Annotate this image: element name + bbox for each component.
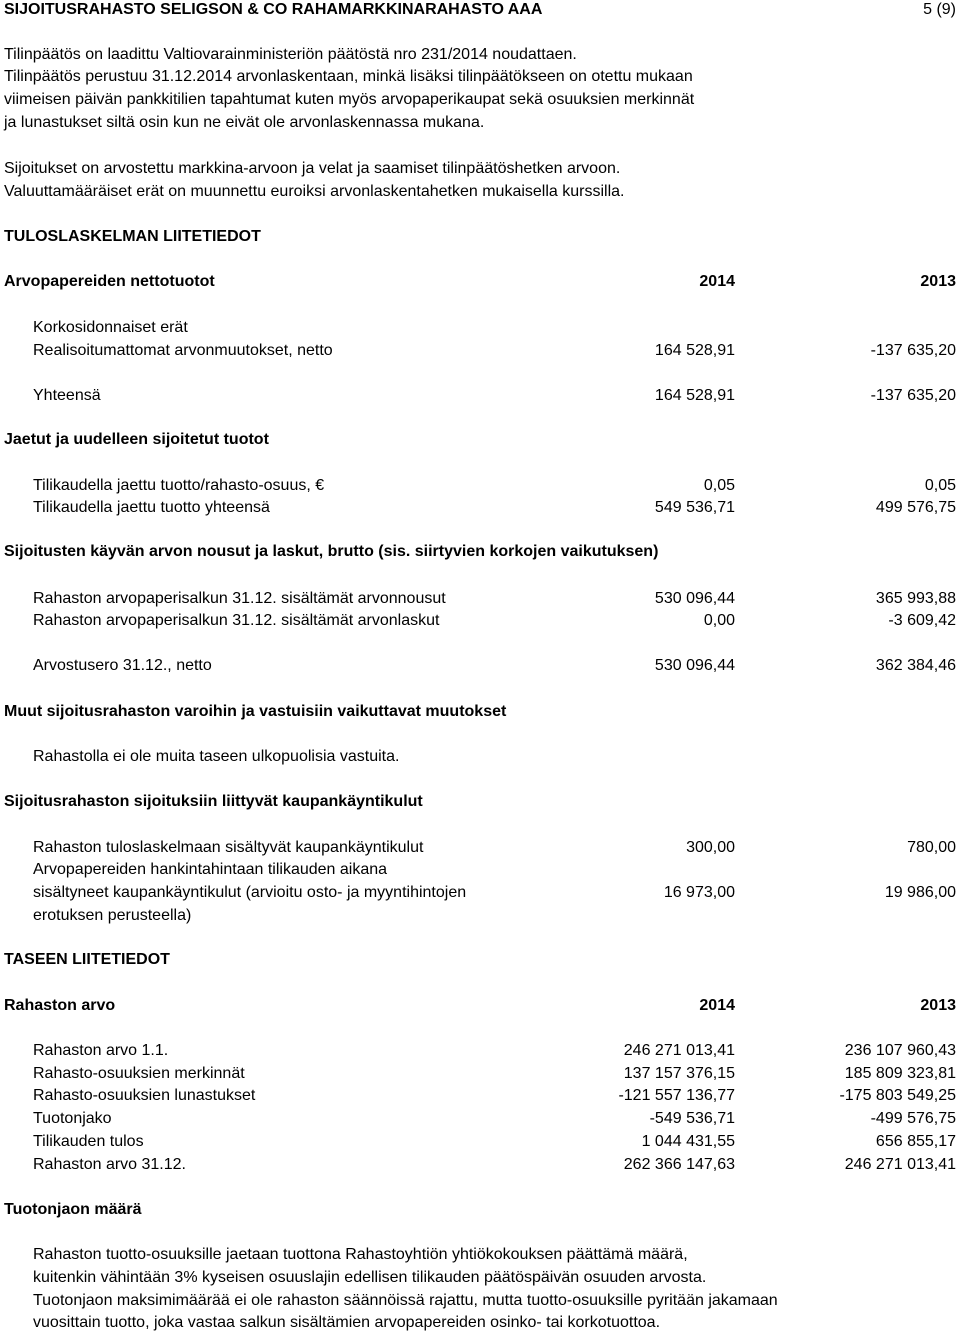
row-label: Rahaston arvo 31.12. xyxy=(33,1156,186,1173)
page-number: 5 (9) xyxy=(923,1,956,18)
table-row xyxy=(0,838,960,858)
subheading: Korkosidonnaiset erät xyxy=(33,319,188,336)
row-value-2014: 549 536,71 xyxy=(654,499,735,516)
table-row xyxy=(0,1132,960,1152)
table-row xyxy=(0,1155,960,1175)
year-2014: 2014 xyxy=(699,273,735,290)
row-value-2013: 780,00 xyxy=(907,839,956,856)
tuotonjako-heading: Tuotonjaon määrä xyxy=(4,1201,142,1218)
row-value-2014: 137 157 376,15 xyxy=(623,1065,735,1082)
table-row xyxy=(0,589,960,609)
table-row-total xyxy=(0,656,960,676)
row-label: sisältyneet kaupankäyntikulut (arvioitu osto- ja myyntihintojen xyxy=(33,884,467,901)
intro-line: ja lunastukset siltä osin kun ne eivät ole arvonlaskennassa mukana. xyxy=(4,114,485,131)
row-value-2014: 164 528,91 xyxy=(654,387,735,404)
row-value-2014: 246 271 013,41 xyxy=(623,1042,735,1059)
tuotonjako-text: kuitenkin vähintään 3% kyseisen osuuslajin edellisen tilikauden päätöspäivän osuuden arvosta. xyxy=(33,1269,707,1286)
row-label: Rahaston arvopaperisalkun 31.12. sisältämät arvonlaskut xyxy=(33,612,440,629)
section-title-tuloslaskelma: TULOSLASKELMAN LIITETIEDOT xyxy=(4,228,261,245)
table-row-total xyxy=(0,386,960,406)
intro-line: Sijoitukset on arvostettu markkina-arvoon ja velat ja saamiset tilinpäätöshetken arvoon. xyxy=(4,160,621,177)
muut-text: Rahastolla ei ole muita taseen ulkopuolisia vastuita. xyxy=(33,748,400,765)
row-value-2013: 656 855,17 xyxy=(875,1133,956,1150)
row-label: Rahaston tuloslaskelmaan sisältyvät kaupankäyntikulut xyxy=(33,839,424,856)
row-label: Yhteensä xyxy=(33,387,101,404)
year-2013: 2013 xyxy=(920,997,956,1014)
document-title: SIJOITUSRAHASTO SELIGSON & CO RAHAMARKKINARAHASTO AAA xyxy=(4,1,543,18)
nettotuotot-label: Arvopapereiden nettotuotot xyxy=(4,273,215,290)
table-row xyxy=(0,341,960,361)
row-value-2014: 530 096,44 xyxy=(654,657,735,674)
row-value-2014: 16 973,00 xyxy=(663,884,735,901)
row-value-2014: 0,05 xyxy=(703,477,735,494)
row-value-2013: -499 576,75 xyxy=(870,1110,956,1127)
row-value-2013: -137 635,20 xyxy=(870,387,956,404)
row-value-2014: -549 536,71 xyxy=(649,1110,735,1127)
rahaston-arvo-header xyxy=(0,996,960,1016)
row-label: Tilikaudella jaettu tuotto/rahasto-osuus, € xyxy=(33,477,325,494)
row-value-2014: 262 366 147,63 xyxy=(623,1156,735,1173)
row-value-2013: 362 384,46 xyxy=(875,657,956,674)
table-row xyxy=(0,1086,960,1106)
kaupankaynti-heading: Sijoitusrahaston sijoituksiin liittyvät kaupankäyntikulut xyxy=(4,793,423,810)
row-value-2013: 365 993,88 xyxy=(875,590,956,607)
row-value-2013: 246 271 013,41 xyxy=(844,1156,956,1173)
row-label: Rahaston arvo 1.1. xyxy=(33,1042,169,1059)
muut-heading: Muut sijoitusrahaston varoihin ja vastuisiin vaikuttavat muutokset xyxy=(4,703,507,720)
section-title-tase: TASEEN LIITETIEDOT xyxy=(4,951,170,968)
nettotuotot-header xyxy=(0,272,960,292)
table-row xyxy=(0,1064,960,1084)
row-label: Tilikauden tulos xyxy=(33,1133,144,1150)
row-value-2013: -175 803 549,25 xyxy=(839,1087,956,1104)
intro-line: Valuuttamääräiset erät on muunnettu euroiksi arvonlaskentahetken mukaisella kurssilla. xyxy=(4,183,625,200)
row-value-2013: -137 635,20 xyxy=(870,342,956,359)
tuotonjako-text: vuosittain tuotto, joka vastaa salkun sisältämien arvopapereiden osinko- tai korkotuottoa. xyxy=(33,1314,661,1331)
row-label-line: erotuksen perusteella) xyxy=(33,907,192,924)
table-row xyxy=(0,498,960,518)
row-label-line: Arvopapereiden hankintahintaan tilikauden aikana xyxy=(33,861,388,878)
row-label: Tuotonjako xyxy=(33,1110,112,1127)
kayvan-heading: Sijoitusten käyvän arvon nousut ja laskut, brutto (sis. siirtyvien korkojen vaikutuksen) xyxy=(4,543,659,560)
table-row xyxy=(0,611,960,631)
intro-line: viimeisen päivän pankkitilien tapahtumat kuten myös arvopaperikaupat sekä osuuksien merkinnät xyxy=(4,91,695,108)
row-value-2014: 1 044 431,55 xyxy=(641,1133,735,1150)
row-label: Rahasto-osuuksien lunastukset xyxy=(33,1087,256,1104)
table-row xyxy=(0,1041,960,1061)
intro-line: Tilinpäätös on laadittu Valtiovarainministeriön päätöstä nro 231/2014 noudattaen. xyxy=(4,46,577,63)
jaetut-heading: Jaetut ja uudelleen sijoitetut tuotot xyxy=(4,431,269,448)
row-value-2014: 164 528,91 xyxy=(654,342,735,359)
row-value-2013: 185 809 323,81 xyxy=(844,1065,956,1082)
row-label: Tilikaudella jaettu tuotto yhteensä xyxy=(33,499,270,516)
rahaston-arvo-label: Rahaston arvo xyxy=(4,997,116,1014)
tuotonjako-text: Rahaston tuotto-osuuksille jaetaan tuottona Rahastoyhtiön yhtiökokouksen päättämä määrä, xyxy=(33,1246,688,1263)
year-2014: 2014 xyxy=(699,997,735,1014)
table-row xyxy=(0,1109,960,1129)
row-value-2014: -121 557 136,77 xyxy=(618,1087,735,1104)
row-value-2014: 300,00 xyxy=(686,839,735,856)
row-value-2013: 19 986,00 xyxy=(884,884,956,901)
row-label: Realisoitumattomat arvonmuutokset, netto xyxy=(33,342,333,359)
table-row xyxy=(0,476,960,496)
row-label: Rahasto-osuuksien merkinnät xyxy=(33,1065,245,1082)
intro-line: Tilinpäätös perustuu 31.12.2014 arvonlaskentaan, minkä lisäksi tilinpäätökseen on otettu mukaan xyxy=(4,68,693,85)
row-value-2014: 0,00 xyxy=(703,612,735,629)
row-value-2013: -3 609,42 xyxy=(888,612,956,629)
row-label: Arvostusero 31.12., netto xyxy=(33,657,212,674)
year-2013: 2013 xyxy=(920,273,956,290)
row-value-2014: 530 096,44 xyxy=(654,590,735,607)
row-value-2013: 0,05 xyxy=(924,477,956,494)
row-value-2013: 236 107 960,43 xyxy=(844,1042,956,1059)
table-row xyxy=(0,883,960,903)
tuotonjako-text: Tuotonjaon maksimimäärää ei ole rahaston säännöissä rajattu, mutta tuotto-osuuksille pyritään jakamaan xyxy=(33,1292,778,1309)
row-label: Rahaston arvopaperisalkun 31.12. sisältämät arvonnousut xyxy=(33,590,446,607)
row-value-2013: 499 576,75 xyxy=(875,499,956,516)
